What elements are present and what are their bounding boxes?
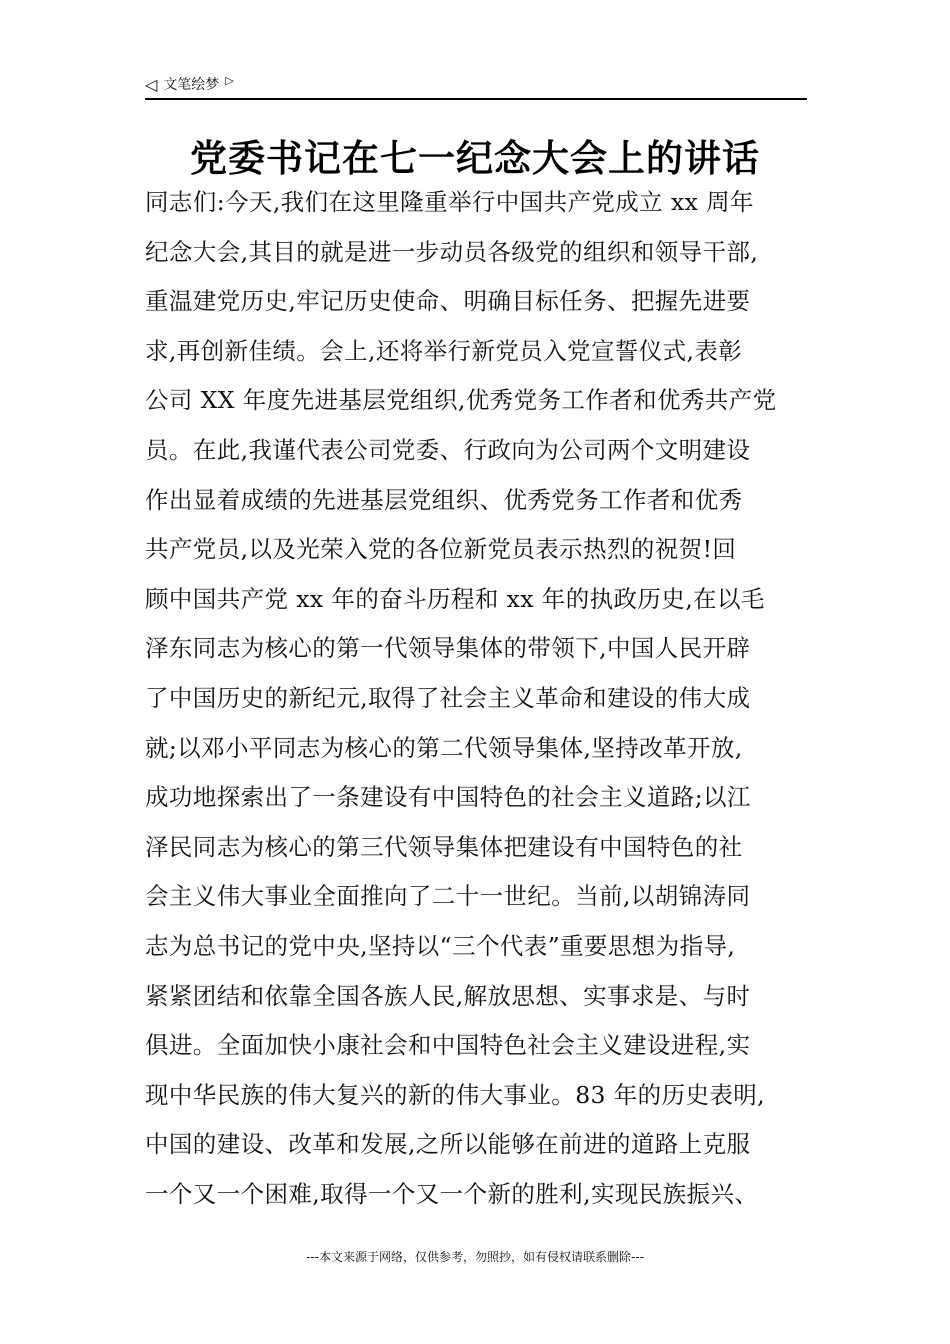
text-line: 泽民同志为核心的第三代领导集体把建设有中国特色的社 xyxy=(145,832,743,861)
text-line: 志为总书记的党中央,坚持以“三个代表”重要思想为指导, xyxy=(145,931,736,960)
body-text xyxy=(145,182,825,1223)
text-line: 俱进。全面加快小康社会和中国特色社会主义建设进程,实 xyxy=(145,1031,751,1060)
brand-name: 文笔绘梦 xyxy=(163,77,220,93)
left-triangle-icon: ◁ xyxy=(145,74,158,94)
text-line: 重温建党历史,牢记历史使命、明确目标任务、把握先进要 xyxy=(145,287,751,316)
text-line: 同志们:今天,我们在这里隆重举行中国共产党成立 xx 周年 xyxy=(145,188,754,216)
text-line: 会主义伟大事业全面推向了二十一世纪。当前,以胡锦涛同 xyxy=(145,882,751,911)
text-line: 紧紧团结和依靠全国各族人民,解放思想、实事求是、与时 xyxy=(145,981,751,1010)
footer-disclaimer: ---本文来源于网络，仅供参考，勿照抄，如有侵权请联系删除--- xyxy=(306,1250,644,1264)
text-line: 顾中国共产党 xx 年的奋斗历程和 xx 年的执政历史,在以毛 xyxy=(145,584,765,613)
brand xyxy=(145,74,234,94)
text-line: 就;以邓小平同志为核心的第二代领导集体,坚持改革开放, xyxy=(145,733,743,762)
text-line: 现中华民族的伟大复兴的新的伟大事业。83 年的历史表明, xyxy=(145,1080,766,1109)
text-line: 求,再创新佳绩。会上,还将举行新党员入党宣誓仪式,表彰 xyxy=(145,336,743,365)
text-line: 中国的建设、改革和发展,之所以能够在前进的道路上克服 xyxy=(145,1130,751,1159)
text-line: 作出显着成绩的先进基层党组织、优秀党务工作者和优秀 xyxy=(145,485,743,514)
text-line: 员。在此,我谨代表公司党委、行政向为公司两个文明建设 xyxy=(145,435,751,464)
document-title: 党委书记在七一纪念大会上的讲话 xyxy=(190,137,760,180)
text-line: 公司 XX 年度先进基层党组织,优秀党务工作者和优秀共产党 xyxy=(145,386,777,415)
text-line: 泽东同志为核心的第一代领导集体的带领下,中国人民开辟 xyxy=(145,634,751,663)
text-line: 共产党员,以及光荣入党的各位新党员表示热烈的祝贺!回 xyxy=(145,535,737,564)
text-line: 一个又一个困难,取得一个又一个新的胜利,实现民族振兴、 xyxy=(145,1179,759,1208)
text-line: 了中国历史的新纪元,取得了社会主义革命和建设的伟大成 xyxy=(145,683,751,712)
text-line: 成功地探索出了一条建设有中国特色的社会主义道路;以江 xyxy=(145,783,751,812)
page-header xyxy=(145,72,807,100)
text-line: 纪念大会,其目的就是进一步动员各级党的组织和领导干部, xyxy=(145,237,759,266)
right-triangle-icon: ▷ xyxy=(225,73,234,87)
